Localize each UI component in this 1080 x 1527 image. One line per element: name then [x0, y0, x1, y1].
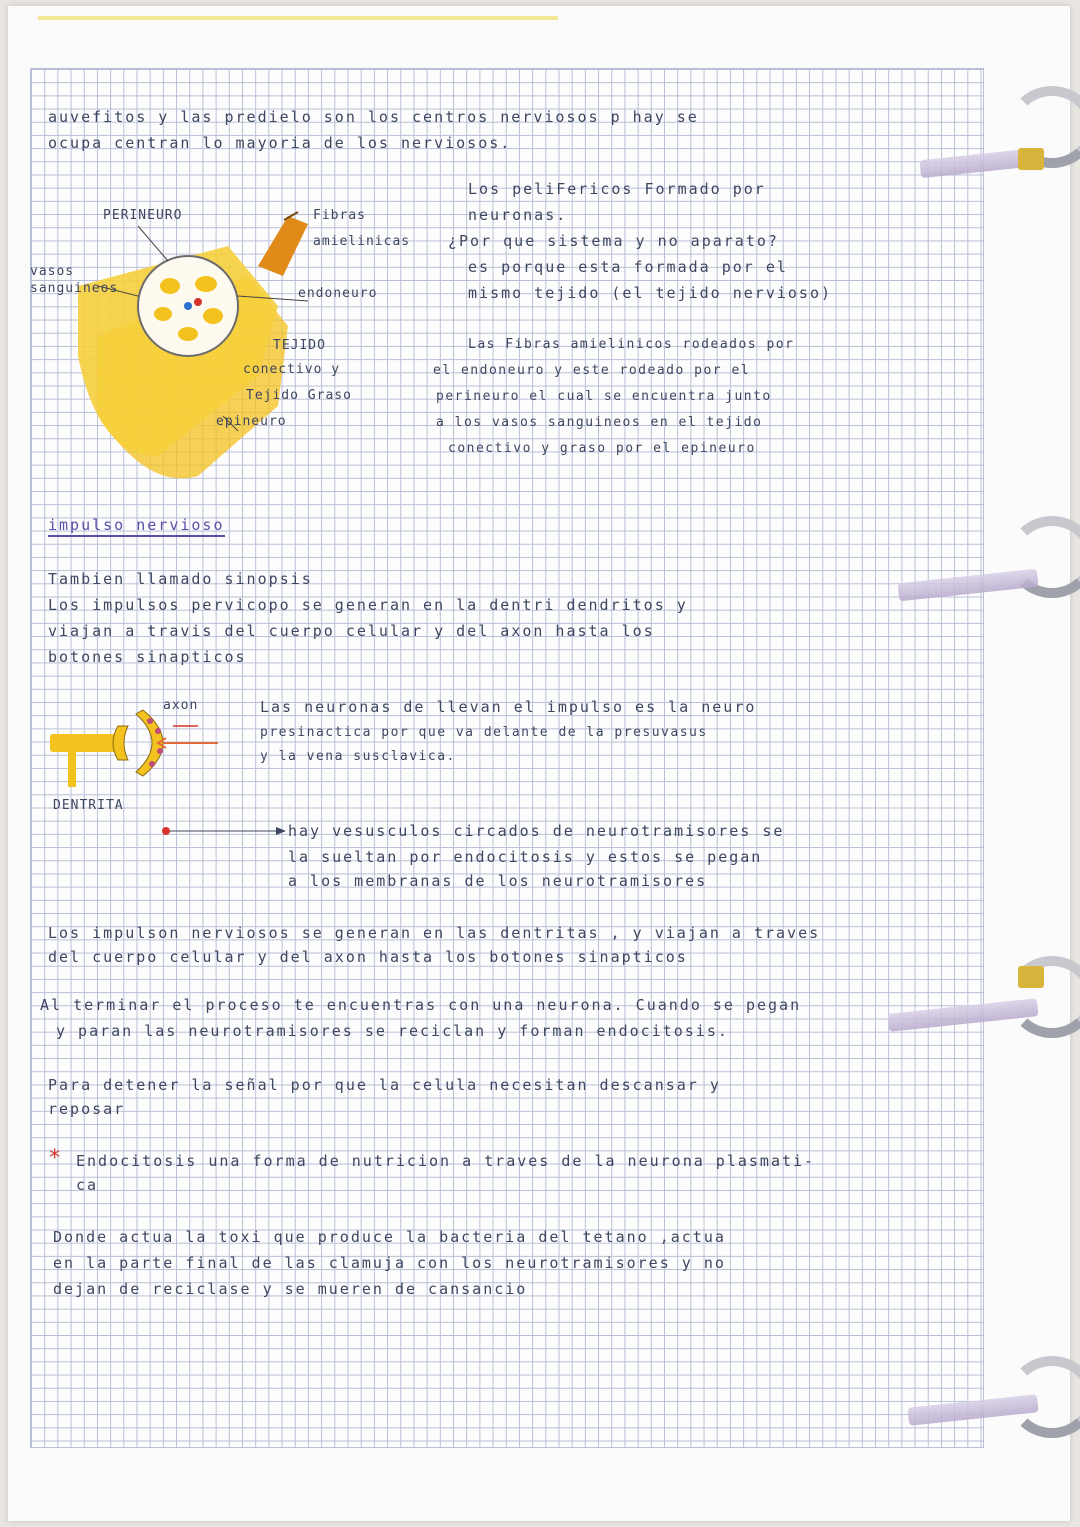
label-epineuro: epineuro: [216, 414, 287, 429]
right-block-2-line-3: perineuro el cual se encuentra junto: [436, 389, 772, 404]
section-heading: impulso nervioso: [48, 516, 225, 537]
notebook-page: [8, 6, 1070, 1521]
right-block-1-line-2: neuronas.: [468, 206, 568, 224]
nerve-cross-section-diagram: [38, 206, 438, 496]
label-endoneuro: endoneuro: [298, 286, 378, 301]
right-block-1-line-5: mismo tejido (el tejido nervioso): [468, 284, 833, 302]
paragraph-terminar-line-2: y paran las neurotramisores se reciclan y forman endocitosis.: [56, 1022, 729, 1040]
paragraph-detener-line-1: Para detener la señal por que la celula necesitan descansar y: [48, 1076, 721, 1094]
paragraph-impulsos-line-2: del cuerpo celular y del axon hasta los botones sinapticos: [48, 948, 688, 966]
paragraph-tetano-line-2: en la parte final de las clamuja con los neurotramisores y no: [53, 1254, 726, 1272]
label-perineuro: PERINEURO: [103, 208, 183, 223]
right-block-1-line-4: es porque esta formada por el: [468, 258, 788, 276]
right-block-1-line-1: Los peliFericos Formado por: [468, 180, 766, 198]
asterisk-icon: *: [48, 1146, 64, 1171]
impulso-intro-line-1: Tambien llamado sinopsis: [48, 570, 313, 588]
pointer-arrow: [158, 821, 298, 841]
ring-clip-icon: [1018, 966, 1044, 988]
impulso-intro-line-2: Los impulsos pervicopo se generan en la dentri dendritos y: [48, 596, 688, 614]
synapse-diagram: [48, 696, 228, 796]
synapse-text-line-1: Las neuronas de llevan el impulso es la neuro: [260, 698, 757, 716]
top-paragraph-line-2: ocupa centran lo mayoria de los nerviosos.: [48, 134, 512, 152]
right-block-2-line-2: el endoneuro y este rodeado por el: [433, 363, 751, 378]
impulso-intro-line-4: botones sinapticos: [48, 648, 247, 666]
synapse-text-line-2: presinactica por que va delante de la presuvasus: [260, 725, 708, 740]
paragraph-impulsos-line-1: Los impulson nerviosos se generan en las dentritas , y viajan a traves: [48, 924, 821, 942]
label-vasos: vasos: [30, 264, 75, 279]
top-paragraph-line-1: auvefitos y las predielo son los centros nerviosos p hay se: [48, 108, 699, 126]
paragraph-detener-line-2: reposar: [48, 1100, 126, 1118]
label-axon: axon: [163, 698, 199, 713]
paragraph-endocitosis-line-2: ca: [76, 1176, 99, 1194]
label-tejido-graso: Tejido Graso: [246, 388, 352, 403]
impulso-intro-line-3: viajan a travis del cuerpo celular y del axon hasta los: [48, 622, 655, 640]
right-block-2-line-5: conectivo y graso por el epineuro: [448, 441, 756, 456]
label-sanguineos: sanguineos: [30, 281, 119, 296]
label-dentrita: DENTRITA: [53, 798, 124, 813]
paragraph-endocitosis-line-1: Endocitosis una forma de nutricion a traves de la neurona plasmati-: [76, 1152, 816, 1170]
label-tejido: TEJIDO: [273, 338, 326, 353]
synapse-text-line-3: y la vena susclavica.: [260, 749, 456, 764]
vesiculas-line-3: a los membranas de los neurotramisores: [288, 872, 708, 890]
label-fibras: Fibras: [313, 208, 366, 223]
right-block-2-line-4: a los vasos sanguineos en el tejido: [436, 415, 763, 430]
ring-clip-icon: [1018, 148, 1044, 170]
top-highlight-band: [38, 16, 558, 20]
right-block-1-line-3: ¿Por que sistema y no aparato?: [448, 232, 779, 250]
paragraph-tetano-line-1: Donde actua la toxi que produce la bacteria del tetano ,actua: [53, 1228, 726, 1246]
label-conectivo: conectivo y: [243, 362, 341, 377]
right-block-2-line-1: Las Fibras amielinicos rodeados por: [468, 337, 795, 352]
vesiculas-line-2: la sueltan por endocitosis y estos se pegan: [288, 848, 763, 866]
paragraph-tetano-line-3: dejan de reciclase y se mueren de cansancio: [53, 1280, 528, 1298]
paragraph-terminar-line-1: Al terminar el proceso te encuentras con una neurona. Cuando se pegan: [40, 996, 802, 1014]
vesiculas-line-1: hay vesusculos circados de neurotramisores se: [288, 822, 785, 840]
label-amielinicas: amielinicas: [313, 234, 411, 249]
